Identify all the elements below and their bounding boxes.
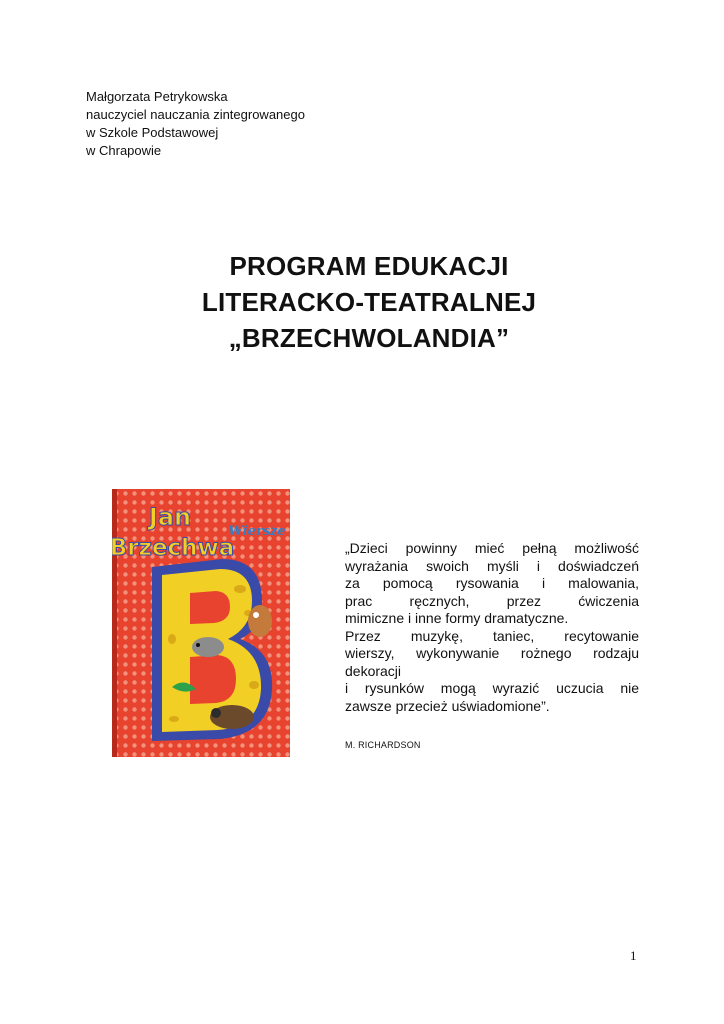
- author-town: w Chrapowie: [86, 143, 162, 158]
- quote-line: dekoracji: [345, 662, 402, 679]
- quote-line: zawsze przecież uświadomione”.: [345, 697, 550, 714]
- book-author-last: Brzechwa: [112, 535, 235, 561]
- page-number: 1: [630, 948, 637, 963]
- quote-line: Przez muzykę, taniec, recytowanie: [345, 627, 639, 644]
- book-cover-image: [112, 489, 290, 757]
- epigraph-quote: [345, 540, 639, 715]
- document-title: [0, 248, 724, 356]
- quote-line: mimiczne i inne formy dramatyczne.: [345, 610, 569, 626]
- title-line-1: PROGRAM EDUKACJI: [229, 251, 509, 281]
- quote-line: „Dzieci powinny mieć pełną możliwość: [345, 540, 639, 556]
- quote-line: wyrażania swoich myśli i doświadczeń: [345, 557, 639, 574]
- quote-attribution: M. RICHARDSON: [345, 740, 421, 750]
- title-line-2: LITERACKO-TEATRALNEJ: [201, 287, 537, 317]
- author-position: nauczyciel nauczania zintegrowanego: [86, 107, 305, 122]
- quote-line: za pomocą rysowania i malowania,: [345, 575, 639, 591]
- author-block: [86, 88, 305, 160]
- author-school: w Szkole Podstawowej: [86, 125, 219, 140]
- quote-line: prac ręcznych, przez ćwiczenia: [345, 592, 639, 609]
- book-author-first: Jan: [148, 503, 192, 531]
- book-subtitle: Wiersze: [228, 524, 286, 539]
- quote-line: i rysunków mogą wyrazić uczucia nie: [345, 680, 639, 696]
- author-name: Małgorzata Petrykowska: [86, 89, 228, 104]
- quote-line: wierszy, wykonywanie rożnego rodzaju: [345, 645, 639, 661]
- title-line-3: „BRZECHWOLANDIA”: [228, 323, 510, 353]
